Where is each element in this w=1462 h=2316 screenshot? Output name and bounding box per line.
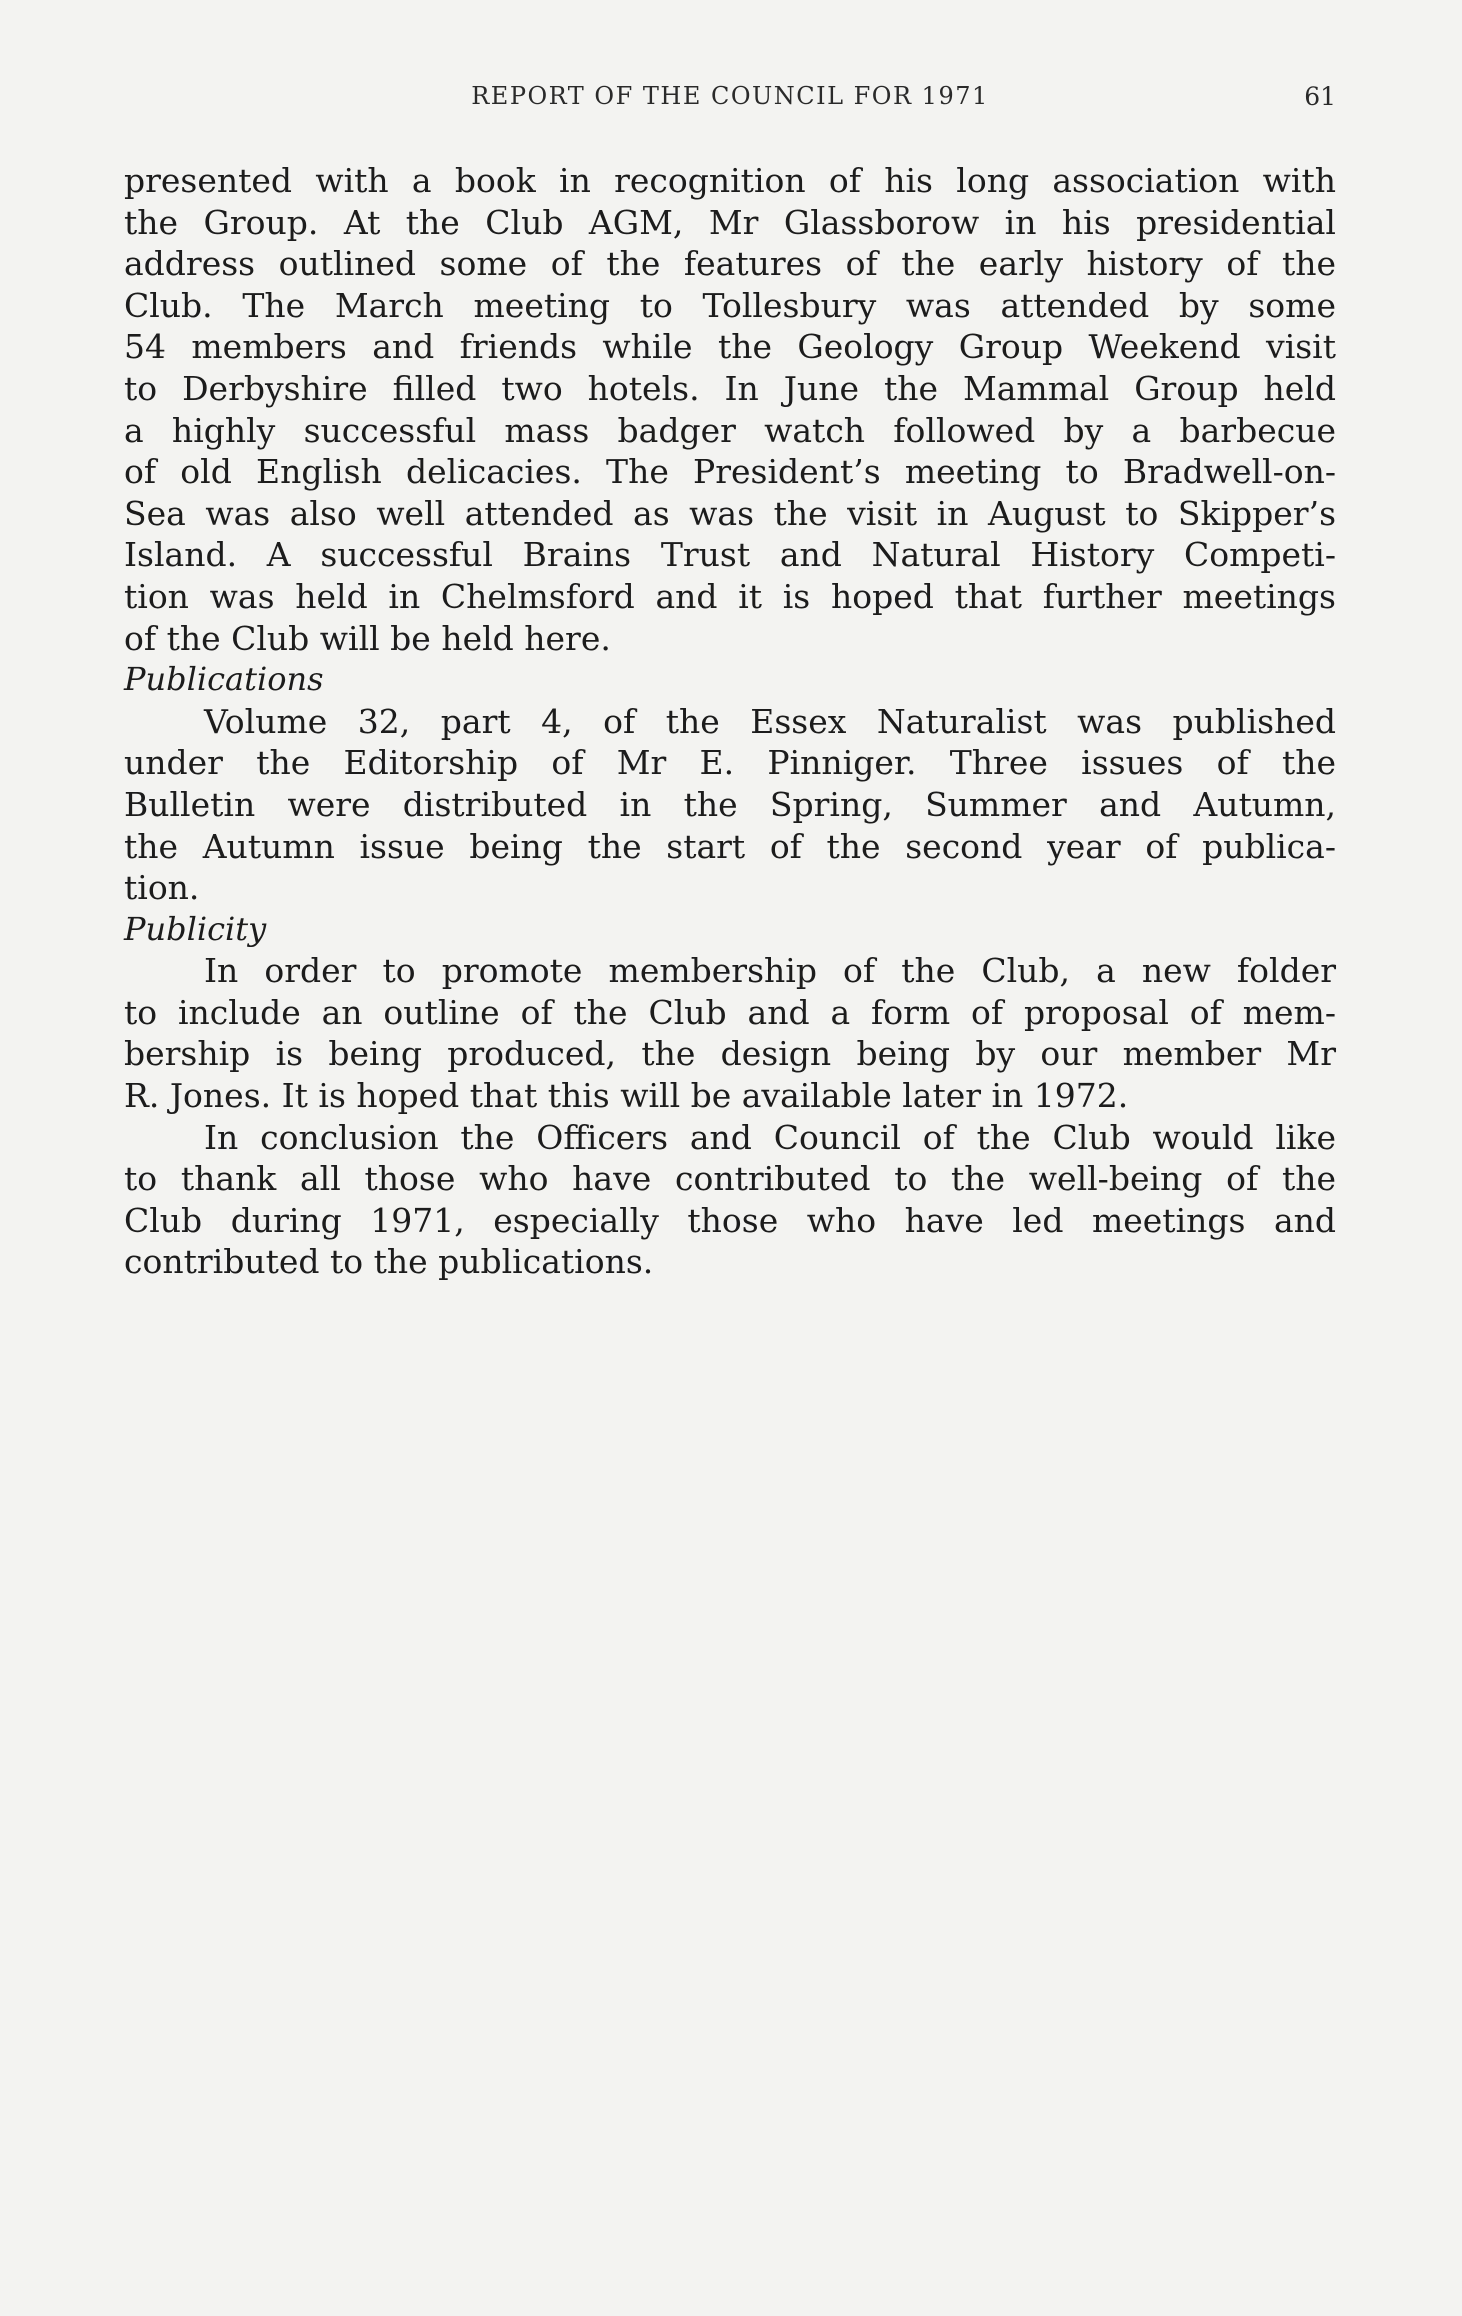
text-line: R. Jones. It is hoped that this will be available later in 1972. (124, 1076, 1129, 1116)
text-line: Bulletin were distributed in the Spring, Summer and Autumn, (124, 784, 1336, 824)
text-line: Club during 1971, especially those who have led meetings and (124, 1200, 1336, 1240)
section-publications (124, 659, 1336, 909)
text-line: presented with a book in recognition of his long association with (124, 161, 1336, 200)
paragraph-club-activities (124, 160, 1336, 659)
text-line: Sea was also well attended as was the visit in August to Skipper’s (124, 493, 1336, 533)
text-line: tion was held in Chelmsford and it is hoped that further meetings (124, 576, 1336, 616)
running-title: REPORT OF THE COUNCIL FOR 1971 (471, 82, 989, 110)
text-line: of old English delicacies. The President’s meeting to Bradwell-on- (124, 452, 1336, 492)
text-line: Club. The March meeting to Tollesbury was attended by some (124, 285, 1336, 325)
text-line: to include an outline of the Club and a form of proposal of mem- (124, 992, 1336, 1032)
body-text (124, 160, 1336, 1283)
section-heading-publicity: Publicity (124, 909, 267, 948)
text-line: In order to promote membership of the Club, a new folder (204, 951, 1336, 991)
text-line: contributed to the publications. (124, 1242, 654, 1282)
text-line: Volume 32, part 4, of the Essex Naturalist was published (204, 701, 1336, 741)
text-line: a highly successful mass badger watch followed by a barbecue (124, 410, 1336, 450)
text-line: 54 members and friends while the Geology Group Weekend visit (124, 327, 1336, 367)
section-publicity (124, 909, 1336, 1117)
paragraph-conclusion (124, 1117, 1336, 1283)
text-line: of the Club will be held here. (124, 618, 611, 658)
text-line: Island. A successful Brains Trust and Natural History Competi- (124, 535, 1336, 575)
text-line: to Derbyshire filled two hotels. In June the Mammal Group held (124, 368, 1336, 408)
text-line: the Autumn issue being the start of the second year of publica- (124, 826, 1336, 866)
text-line: the Group. At the Club AGM, Mr Glassborow in his presidential (124, 202, 1336, 242)
running-head (124, 82, 1336, 122)
text-line: bership is being produced, the design being by our member Mr (124, 1034, 1336, 1074)
section-heading-publications: Publications (124, 660, 324, 699)
text-line: under the Editorship of Mr E. Pinniger. Three issues of the (124, 743, 1336, 783)
page-number: 61 (1304, 82, 1336, 111)
text-line: In conclusion the Officers and Council of the Club would like (204, 1117, 1336, 1157)
text-line: tion. (124, 868, 200, 908)
text-line: address outlined some of the features of the early history of the (124, 244, 1336, 284)
text-line: to thank all those who have contributed to the well-being of the (124, 1159, 1336, 1199)
